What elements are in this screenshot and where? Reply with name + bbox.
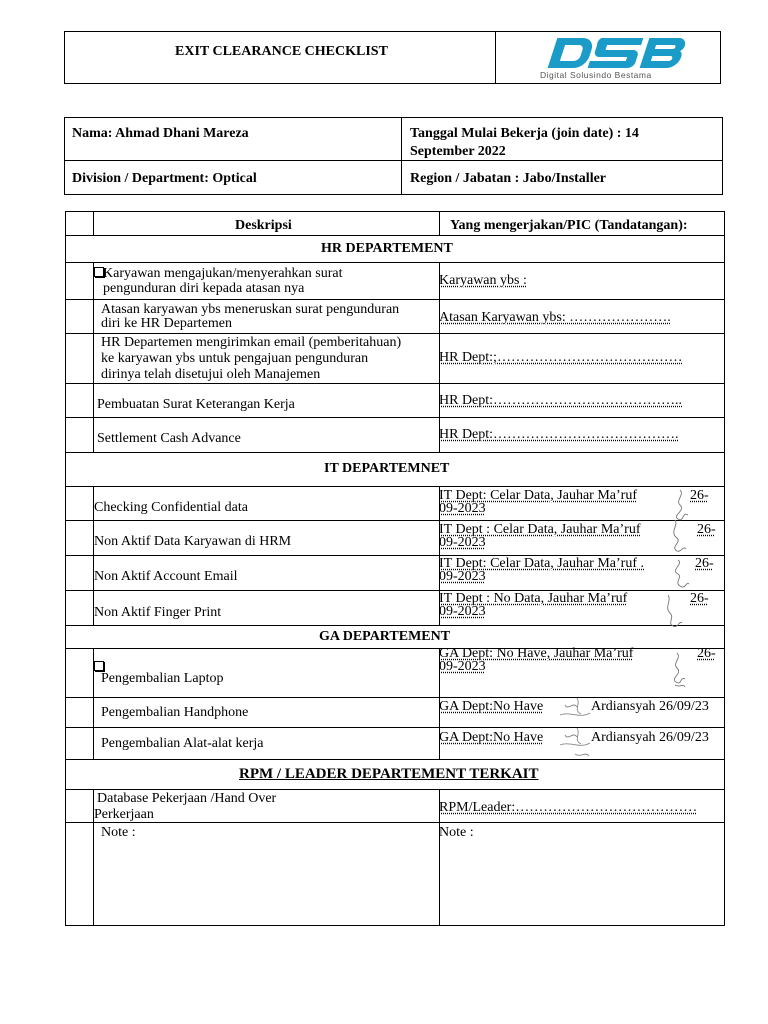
hr-row1-pic: Karyawan ybs : [439, 273, 527, 288]
dsb-logo-icon [520, 36, 690, 80]
col-line-a [93, 211, 94, 235]
hr-row2-desc: Atasan karyawan ybs meneruskan surat pengunduran [101, 302, 400, 317]
join-date-line2: September 2022 [410, 144, 506, 159]
hr-row2-desc: diri ke HR Departemen [101, 316, 233, 331]
row-line [65, 333, 725, 334]
info-divider [401, 117, 402, 195]
ga-row2-desc: Pengembalian Handphone [101, 705, 249, 720]
signature-scribble-icon [650, 485, 710, 645]
section-title-hr: HR DEPARTEMENT [321, 241, 453, 256]
row-line [65, 822, 725, 823]
it-row2-desc: Non Aktif Data Karyawan di HRM [94, 534, 292, 549]
col-header-desc: Deskripsi [235, 218, 292, 233]
ga-row1-pic: GA Dept: No Have, Jauhar Ma’ruf 26- 09-2023 [439, 646, 716, 674]
ga-row2-pic: GA Dept:No Have Ardiansyah 26/09/23 [439, 699, 709, 714]
note-right[interactable]: Note : [439, 825, 474, 840]
hr-row1-desc: pengunduran diri kepada atasan nya [103, 281, 305, 296]
rpm-row1-desc: Database Pekerjaan /Hand Over [97, 791, 277, 806]
section-title-ga: GA DEPARTEMENT [319, 629, 451, 644]
row-line [65, 727, 725, 728]
row-line [65, 417, 725, 418]
note-left[interactable]: Note : [101, 825, 136, 840]
employee-name: Nama: Ahmad Dhani Mareza [72, 126, 249, 141]
col-line-b [439, 211, 440, 235]
hr-row1-desc: Karyawan mengajukan/menyerahkan surat [103, 266, 343, 281]
row-line [65, 759, 725, 760]
signature-scribble-icon [665, 650, 695, 700]
signature-scribble-icon [555, 690, 605, 770]
region: Region / Jabatan : Jabo/Installer [410, 171, 607, 186]
rpm-row1-pic: RPM/Leader:………………………………… [439, 800, 698, 815]
hr-row5-desc: Settlement Cash Advance [97, 431, 241, 446]
row-line [65, 625, 725, 626]
hr-row4-desc: Pembuatan Surat Keterangan Kerja [97, 397, 295, 412]
hr-row3-pic: HR Dept:;…………………………….…… [439, 350, 683, 365]
rpm-row1-desc: Perkerjaan [94, 807, 154, 822]
hr-row4-pic: HR Dept:………………………………….. [439, 393, 683, 408]
row-line [65, 299, 725, 300]
it-row4-desc: Non Aktif Finger Print [94, 605, 222, 620]
ga-row3-pic: GA Dept:No Have Ardiansyah 26/09/23 [439, 730, 709, 745]
hr-row3-desc: ke karyawan ybs untuk pengajuan pengunduran [101, 351, 369, 366]
ga-row1-desc: Pengembalian Laptop [101, 671, 224, 686]
info-row-divider [64, 160, 723, 161]
row-line [65, 520, 725, 521]
it-row4-pic: IT Dept : No Data, Jauhar Ma’ruf 26- 09-2023 [439, 591, 709, 619]
it-row3-desc: Non Aktif Account Email [94, 569, 238, 584]
company-logo [520, 36, 690, 80]
row-line [65, 383, 725, 384]
checkbox-icon[interactable] [94, 661, 104, 671]
division: Division / Department: Optical [72, 171, 257, 186]
row-line [65, 486, 725, 487]
row-line [65, 452, 725, 453]
join-date-line1: Tanggal Mulai Bekerja (join date) : 14 [410, 126, 639, 141]
row-line [65, 789, 725, 790]
row-line [65, 235, 725, 236]
row-line [65, 697, 725, 698]
row-line [65, 262, 725, 263]
it-row2-pic: IT Dept : Celar Data, Jauhar Ma’ruf 26- 09-2023 [439, 522, 716, 550]
col-header-pic: Yang mengerjakan/PIC (Tandatangan): [450, 218, 688, 233]
hr-row3-desc: dirinya telah disetujui oleh Manajemen [101, 367, 321, 382]
header-divider [495, 31, 496, 84]
logo-subtitle: Digital Solusindo Bestama [540, 70, 652, 80]
hr-row2-pic: Atasan Karyawan ybs: …………………. [439, 310, 671, 325]
it-row1-desc: Checking Confidential data [94, 500, 248, 515]
col-line-a [93, 262, 94, 452]
section-title-it: IT DEPARTEMNET [324, 461, 450, 476]
it-row3-pic: IT Dept: Celar Data, Jauhar Ma’ruf . 26- 09-2023 [439, 556, 714, 584]
ga-row3-desc: Pengembalian Alat-alat kerja [101, 736, 264, 751]
hr-row5-pic: HR Dept:…………………………………. [439, 427, 679, 442]
section-title-rpm: RPM / LEADER DEPARTEMENT TERKAIT [239, 766, 539, 782]
hr-row3-desc: HR Departemen mengirimkan email (pemberitahuan) [101, 335, 402, 350]
page-title: EXIT CLEARANCE CHECKLIST [175, 44, 388, 59]
it-row1-pic: IT Dept: Celar Data, Jauhar Ma’ruf 26- 09-2023 [439, 488, 709, 516]
